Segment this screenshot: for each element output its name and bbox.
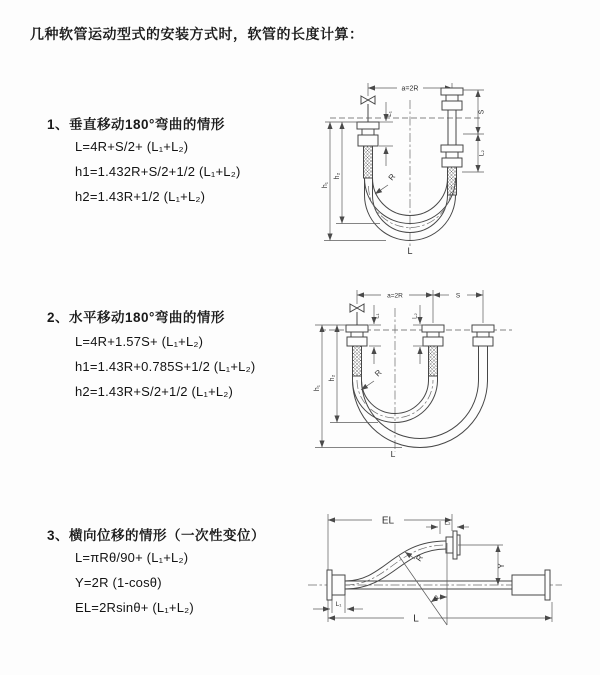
- d3-l1-label: L₁: [335, 601, 342, 608]
- d2-length-label: L: [390, 449, 396, 459]
- d2-hose-bends: [353, 376, 488, 448]
- d1-left-pipe: [357, 122, 379, 178]
- d2-left-pipe: [346, 325, 368, 376]
- diagram-horizontal-movement-figure: [305, 285, 600, 470]
- d2-radius-label: R: [373, 367, 384, 379]
- d2-radius-callout: [361, 368, 384, 390]
- section1-heading: 1、垂直移动180°弯曲的情形: [47, 117, 225, 132]
- d2-s-label: S: [455, 292, 461, 300]
- d3-length-label: L: [413, 613, 419, 625]
- section2-formula-h1: h1=1.43R+0.785S+1/2 (L₁+L₂): [75, 359, 256, 374]
- section1-formula-h1: h1=1.432R+S/2+1/2 (L₁+L₂): [75, 164, 241, 179]
- d3-y-dimension: [458, 545, 506, 585]
- d2-span-label: a=2R: [387, 292, 403, 300]
- d1-right-dimensions: [462, 90, 486, 172]
- d3-upper-flange: [446, 531, 460, 559]
- d1-l2-label: L₂: [478, 149, 486, 157]
- d1-h2-label: h₂: [334, 172, 341, 180]
- section3-formula-Y: Y=2R (1-cosθ): [75, 575, 162, 590]
- d1-h1-label: h₁: [322, 181, 329, 189]
- d3-angle-construction: [399, 543, 447, 625]
- section2-formula-h2: h2=1.43R+S/2+1/2 (L₁+L₂): [75, 384, 234, 399]
- d1-radius-label: R: [386, 172, 398, 183]
- section3-formula-EL: EL=2Rsinθ+ (L₁+L₂): [75, 600, 194, 615]
- section1-formula-h2: h2=1.43R+1/2 (L₁+L₂): [75, 189, 206, 204]
- section2-formula-L: L=4R+1.57S+ (L₁+L₂): [75, 334, 204, 349]
- section1-formula-L: L=4R+S/2+ (L₁+L₂): [75, 139, 189, 154]
- d1-right-pipe: [441, 88, 463, 195]
- d2-l1-label: L₁: [374, 313, 381, 319]
- d3-length-dimension: [328, 602, 552, 625]
- d2-l2-label: L₂: [412, 313, 419, 319]
- diagram-lateral-displacement-figure: [295, 500, 600, 640]
- section3-formula-L: L=πRθ/90+ (L₁+L₂): [75, 550, 189, 565]
- d3-l2-dimension: [426, 520, 469, 535]
- d1-l1-label: L₁: [386, 111, 393, 117]
- d3-y-label: Y: [497, 563, 506, 569]
- d1-radius-callout: [375, 172, 397, 194]
- d2-l1-dimension: [369, 305, 381, 364]
- d1-top-dimension: [368, 83, 452, 96]
- d3-curved-hose: [345, 541, 446, 589]
- section2-heading: 2、水平移动180°弯曲的情形: [47, 310, 225, 325]
- d2-h1-label: h₁: [314, 384, 321, 392]
- d2-middle-pipe: [422, 325, 444, 376]
- d2-right-pipe: [472, 325, 494, 380]
- d3-l1-dimension: [313, 595, 363, 613]
- d1-span-label: a=2R: [401, 85, 419, 93]
- d3-l2-label: L₂: [444, 519, 451, 527]
- d1-l1-dimension: [379, 102, 393, 166]
- d1-length-label: L: [407, 246, 413, 255]
- d1-s-label: S: [478, 109, 486, 115]
- d2-l2-dimension: [413, 305, 426, 364]
- section3-heading: 3、横向位移的情形（一次性变位）: [47, 528, 266, 543]
- page-title: 几种软管运动型式的安装方式时，软管的长度计算：: [30, 26, 364, 42]
- d3-right-flange: [512, 570, 550, 600]
- diagram-vertical-movement-figure: [300, 75, 600, 255]
- d3-el-label: EL: [381, 515, 395, 527]
- d2-valve-icon: [350, 304, 364, 325]
- d2-h2-label: h₂: [329, 374, 336, 382]
- d3-theta-label: θ: [434, 596, 438, 603]
- d3-left-flange: [327, 570, 345, 600]
- d3-radius-label: R: [414, 553, 425, 564]
